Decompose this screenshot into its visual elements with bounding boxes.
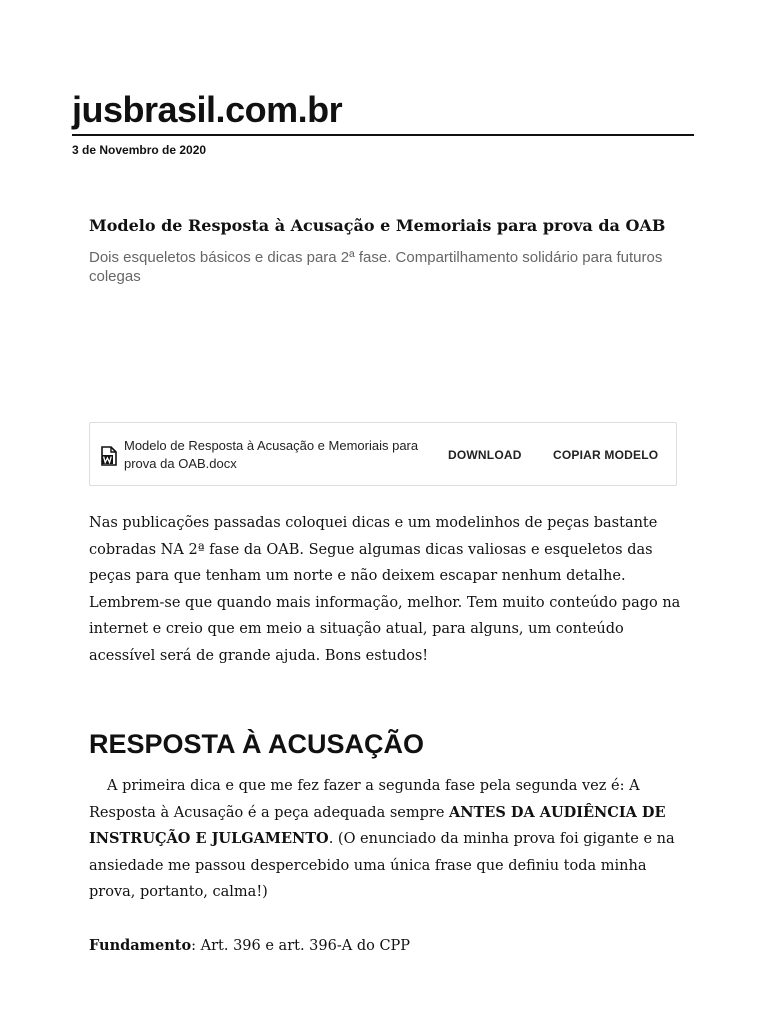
- first-tip-paragraph: [89, 773, 689, 906]
- copy-template-button[interactable]: COPIAR MODELO: [553, 445, 658, 465]
- file-name: Modelo de Resposta à Acusação e Memoriais para prova da OAB.docx: [124, 438, 419, 471]
- first-tip-text: A primeira dica e que me fez fazer a segunda fase pela segunda vez é: A Resposta à Acusação é a peça adequada sempre: [89, 778, 640, 821]
- site-title[interactable]: jusbrasil.com.br: [72, 89, 343, 130]
- document-title: Modelo de Resposta à Acusação e Memoriais para prova da OAB: [89, 216, 666, 235]
- attached-file-card: [89, 422, 677, 486]
- document-header: [89, 214, 681, 286]
- download-button[interactable]: DOWNLOAD: [448, 445, 522, 465]
- legal-basis-paragraph: [89, 933, 689, 960]
- publication-date: 3 de Novembro de 2020: [72, 143, 207, 157]
- legal-basis-text: : Art. 396 e art. 396-A do CPP: [191, 938, 411, 954]
- first-tip-text-end: . (O enunciado da minha prova foi gigante e na ansiedade me passou despercebido uma única frase que definiu toda minha prova, portanto, calma!): [89, 831, 675, 901]
- legal-basis-label: Fundamento: [89, 937, 192, 954]
- section-heading: RESPOSTA À ACUSAÇÃO: [89, 729, 425, 759]
- word-document-icon: [101, 446, 117, 466]
- intro-paragraph: Nas publicações passadas coloquei dicas e um modelinhos de peças bastante cobradas NA 2ª fase da OAB. Segue algumas dicas valiosas e esqueletos das peças para que tenham um norte e não deixem escapar nenhum detalhe. Lembrem-se que quando mais informação, melhor. Tem muito conteúdo pago na internet e creio que em meio a situação atual, para alguns, um conteúdo acessível será de grande ajuda. Bons estudos!: [89, 515, 681, 664]
- site-header: [72, 88, 694, 158]
- first-tip-emphasis: ANTES DA AUDIÊNCIA DE INSTRUÇÃO E JULGAMENTO: [89, 803, 666, 848]
- document-subtitle: Dois esqueletos básicos e dicas para 2ª fase. Compartilhamento solidário para futuros colegas: [89, 249, 663, 285]
- header-divider: [72, 134, 694, 136]
